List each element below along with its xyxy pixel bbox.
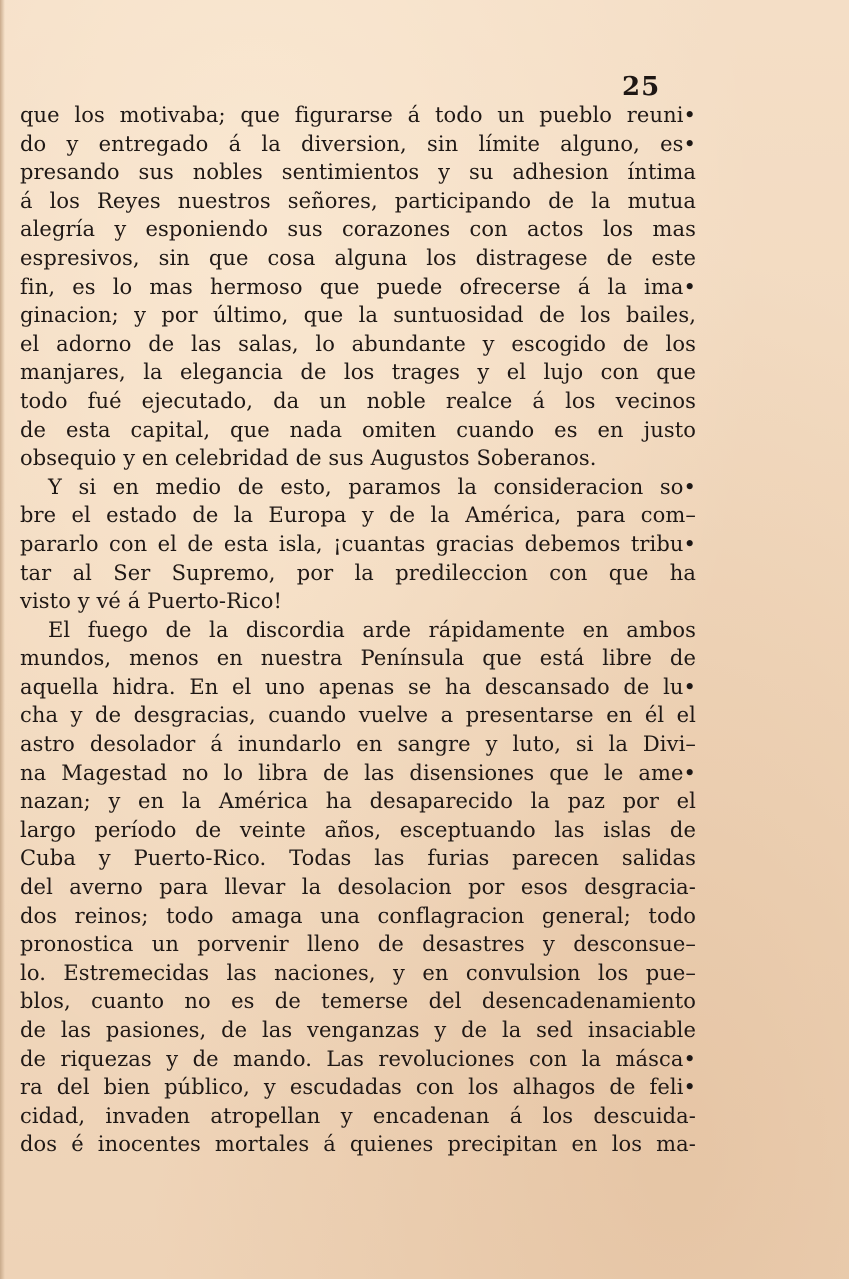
page-number: 25 bbox=[622, 72, 661, 102]
text-line: cha y de desgracias, cuando vuelve a presentarse en él el bbox=[20, 703, 696, 728]
page-edge-shadow bbox=[0, 0, 5, 1279]
text-line: pararlo con el de esta isla, ¡cuantas gracias debemos tribu• bbox=[20, 531, 696, 556]
text-line: de las pasiones, de las venganzas y de la sed insaciable bbox=[20, 1018, 696, 1042]
text-line: cidad, invaden atropellan y encadenan á los descuida- bbox=[20, 1103, 696, 1128]
body-text bbox=[20, 101, 696, 1159]
text-line: visto y vé á Puerto-Rico! bbox=[20, 589, 282, 614]
text-line: ra del bien público, y escudadas con los alhagos de feli• bbox=[20, 1075, 696, 1100]
text-line: pronostica un porvenir lleno de desastres y desconsue– bbox=[20, 932, 696, 957]
text-line: manjares, la elegancia de los trages y el lujo con que bbox=[20, 360, 696, 385]
text-line: lo. Estremecidas las naciones, y en convulsion los pue– bbox=[20, 960, 696, 985]
text-line: blos, cuanto no es de temerse del desencadenamiento bbox=[20, 989, 696, 1014]
text-line: todo fué ejecutado, da un noble realce á los vecinos bbox=[20, 388, 696, 413]
text-line: Cuba y Puerto-Rico. Todas las furias parecen salidas bbox=[20, 846, 696, 871]
text-line: El fuego de la discordia arde rápidamente en ambos bbox=[48, 617, 696, 642]
text-line: astro desolador á inundarlo en sangre y luto, si la Divi– bbox=[20, 732, 696, 757]
text-line: de esta capital, que nada omiten cuando es en justo bbox=[20, 417, 696, 442]
text-line: á los Reyes nuestros señores, participando de la mutua bbox=[20, 188, 696, 213]
text-line: ginacion; y por último, que la suntuosidad de los bailes, bbox=[20, 303, 696, 328]
text-line: de riquezas y de mando. Las revoluciones con la másca• bbox=[20, 1046, 696, 1071]
text-line: espresivos, sin que cosa alguna los distragese de este bbox=[20, 245, 696, 270]
text-line: bre el estado de la Europa y de la América, para com– bbox=[20, 503, 696, 528]
text-line: el adorno de las salas, lo abundante y escogido de los bbox=[20, 331, 696, 356]
text-line: nazan; y en la América ha desaparecido la paz por el bbox=[20, 789, 696, 814]
text-line: do y entregado á la diversion, sin límite alguno, es• bbox=[20, 131, 696, 156]
text-line: tar al Ser Supremo, por la predileccion con que ha bbox=[20, 560, 696, 585]
text-line: del averno para llevar la desolacion por esos desgracia- bbox=[20, 875, 696, 900]
text-line: dos é inocentes mortales á quienes precipitan en los ma- bbox=[20, 1132, 696, 1157]
text-line: alegría y esponiendo sus corazones con actos los mas bbox=[20, 217, 696, 242]
text-line: Y si en medio de esto, paramos la consideracion so• bbox=[48, 474, 696, 499]
text-line: aquella hidra. En el uno apenas se ha descansado de lu• bbox=[20, 674, 696, 699]
text-line: que los motivaba; que figurarse á todo un pueblo reuni• bbox=[20, 103, 696, 127]
text-line: obsequio y en celebridad de sus Augustos Soberanos. bbox=[20, 446, 597, 471]
text-line: presando sus nobles sentimientos y su adhesion íntima bbox=[20, 160, 696, 185]
text-line: mundos, menos en nuestra Península que está libre de bbox=[20, 646, 696, 671]
text-line: na Magestad no lo libra de las disensiones que le ame• bbox=[20, 760, 696, 785]
text-line: dos reinos; todo amaga una conflagracion general; todo bbox=[20, 903, 696, 928]
text-line: largo período de veinte años, esceptuando las islas de bbox=[20, 817, 696, 842]
text-line: fin, es lo mas hermoso que puede ofrecerse á la ima• bbox=[20, 274, 696, 299]
